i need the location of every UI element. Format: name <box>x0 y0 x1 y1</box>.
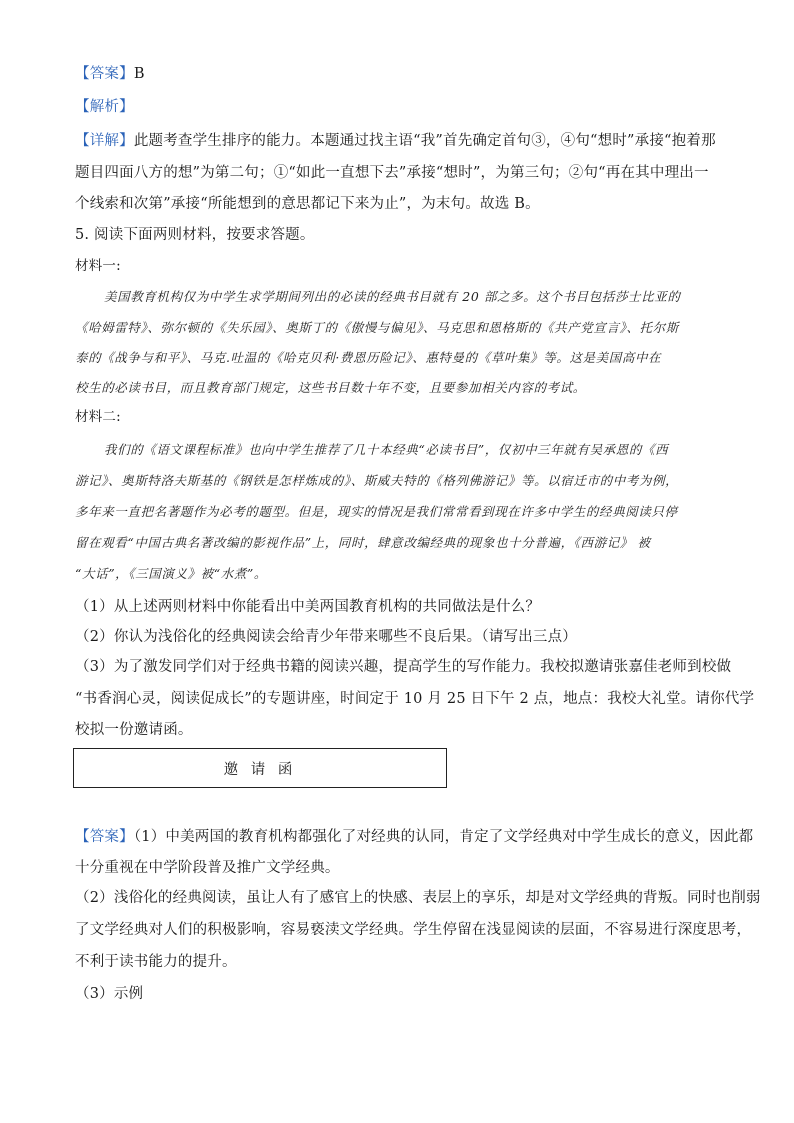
question-3-line-2: “书香润心灵，阅读促成长”的专题讲座，时间定于 10 月 25 日下午 2 点，地点：我校大礼堂。请你代学 <box>75 691 755 707</box>
material-1-line-4: 校生的必读书目，而且教育部门规定，这些书目数十年不变，且要参加相关内容的考试。 <box>75 380 586 395</box>
answer-value: B <box>133 66 145 82</box>
answer-label: 【答案】 <box>75 66 134 82</box>
material-2-line-3: 多年来一直把名著题作为必考的题型。但是，现实的情况是我们常常看到现在许多中学生的经典阅读只停 <box>75 504 678 519</box>
answer-2-part2-line-2: 了文学经典对人们的积极影响，容易亵渎文学经典。学生停留在浅显阅读的层面，不容易进行深度思考， <box>75 922 752 938</box>
detail-line-2: 题目四面八方的想”为第二句；①“如此一直想下去”承接“想时”，为第三句；②句“再在其中理出一 <box>75 165 709 181</box>
answer-2-part2-line-1: （2）浅俗化的经典阅读，虽让人有了感官上的快感、表层上的享乐，却是对文学经典的背叛。同时也削弱 <box>75 890 761 906</box>
detail-label: 【详解】 <box>75 133 134 149</box>
detail-text-1: 此题考查学生排序的能力。本题通过找主语“我”首先确定首句③，④句“想时”承接“抱着那 <box>133 133 716 149</box>
analysis-label: 【解析】 <box>75 99 134 115</box>
answer-2-part3: （3）示例 <box>75 986 144 1002</box>
question-2: （2）你认为浅俗化的经典阅读会给青少年带来哪些不良后果。（请写出三点） <box>75 629 577 645</box>
answer-2-part2-line-3: 不利于读书能力的提升。 <box>75 954 237 970</box>
detail-line-1 <box>75 131 725 151</box>
question-1: （1）从上述两则材料中你能看出中美两国教育机构的共同做法是什么？ <box>75 599 541 615</box>
detail-line-3: 个线索和次第”承接“所能想到的意思都记下来为止”，为末句。故选 B。 <box>75 196 540 212</box>
material-2-line-1: 我们的《语文课程标准》也向中学生推荐了几十本经典“必读书目”，仅初中三年就有吴承恩的《西 <box>104 442 669 457</box>
material-2-title: 材料二: <box>75 409 121 425</box>
question-3-line-1: （3）为了激发同学们对于经典书籍的阅读兴趣，提高学生的写作能力。我校拟邀请张嘉佳老师到校做 <box>75 659 732 675</box>
material-2-line-2: 游记》、奥斯特洛夫斯基的《钢铁是怎样炼成的》、斯威夫特的《格列佛游记》等。以宿迁市的中考为例， <box>75 473 679 488</box>
invitation-title: 邀 请 函 <box>223 761 297 778</box>
invitation-box <box>73 748 447 788</box>
answer-2-line-2: 十分重视在中学阶段普及推广文学经典。 <box>75 860 340 876</box>
material-1-line-2: 《哈姆雷特》、弥尔顿的《失乐园》、奥斯丁的《傲慢与偏见》、马克思和恩格斯的《共产党宣言》、托尔斯 <box>75 320 679 335</box>
answer-2-line-1 <box>75 827 754 847</box>
material-1-line-3: 泰的《战争与和平》、马克.吐温的《哈克贝利·费恩历险记》、惠特曼的《草叶集》等。这是美国高中在 <box>75 350 662 365</box>
answer-line <box>75 64 725 84</box>
question-5-title: 5. 阅读下面两则材料，按要求答题。 <box>75 227 315 243</box>
material-1-line-1: 美国教育机构仅为中学生求学期间列出的必读的经典书目就有 20 部之多。这个书目包括莎士比亚的 <box>104 289 681 304</box>
material-2-line-5: “大话”，《三国演义》被“水煮”。 <box>75 566 268 581</box>
material-2-line-4: 留在观看“中国古典名著改编的影视作品”上，同时，肆意改编经典的现象也十分普遍，《西游记》 被 <box>75 535 651 550</box>
answer-2-label: 【答案】 <box>75 829 134 845</box>
question-3-line-3: 校拟一份邀请函。 <box>75 722 193 738</box>
answer-2-text-1: （1）中美两国的教育机构都强化了对经典的认同，肯定了文学经典对中学生成长的意义，因此都 <box>133 829 754 845</box>
material-1-title: 材料一: <box>75 258 121 274</box>
